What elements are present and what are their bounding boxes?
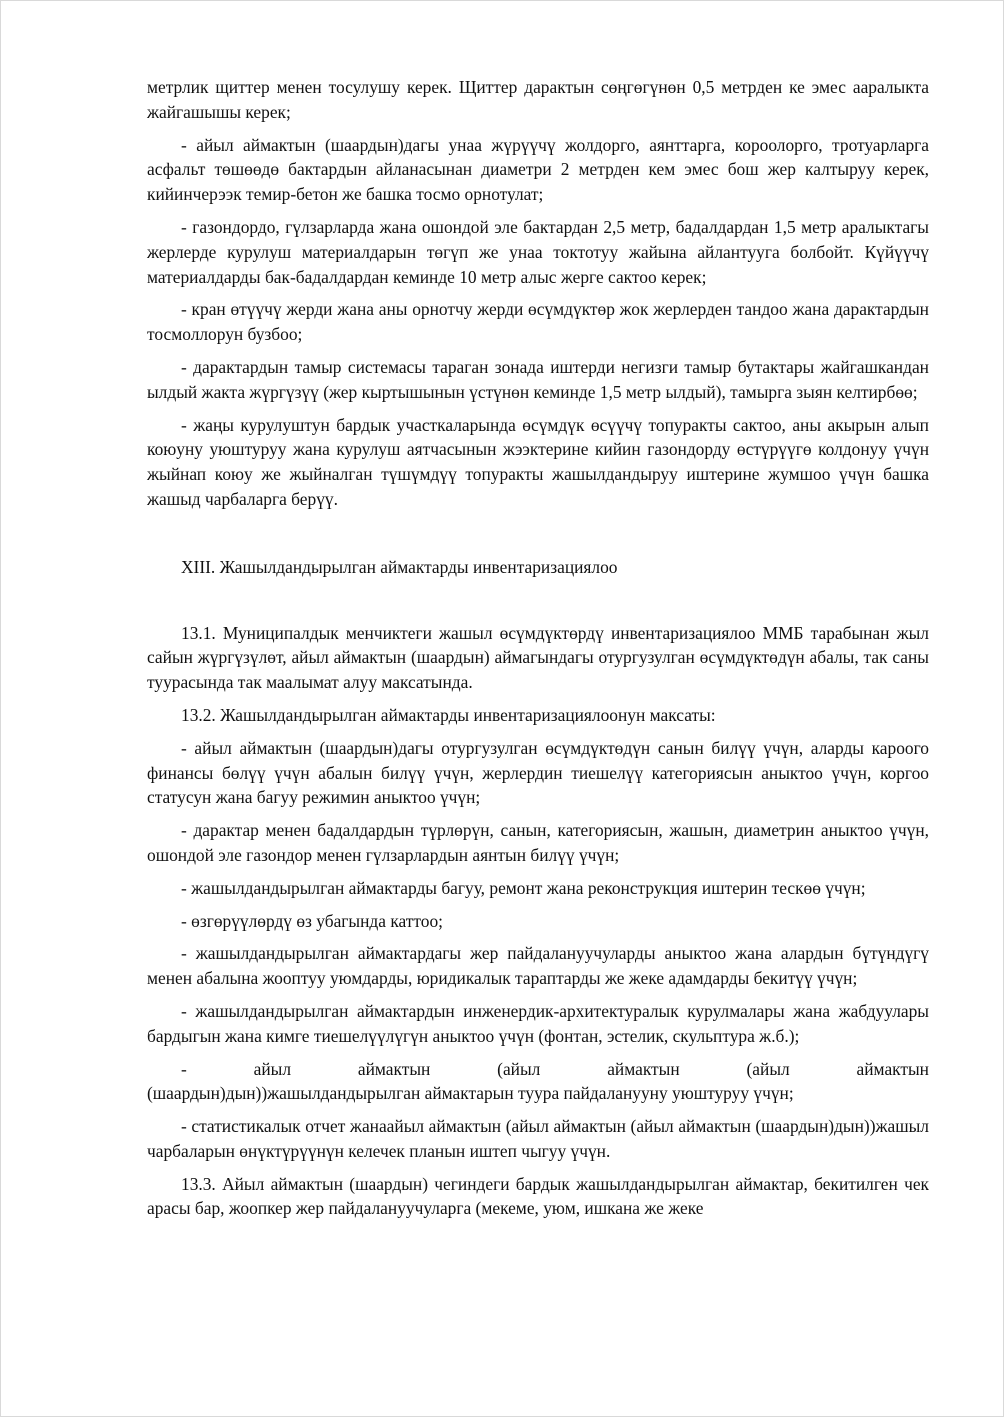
word: айыл [253, 1058, 292, 1079]
list-item-plant-count: - айыл аймактын (шаардын)дагы отургузулган өсүмдүктөдүн санын билүү үчүн, аларды кароого финансы бөлүү үчүн абалын билүү үчүн, жерлердин тиешелүү категориясын аныктоо үчүн, коргоо статусун жана багуу режимин аныктоо үчүн; [147, 737, 929, 808]
proper-use-second-line: (шаардын)дын))жашылдандырылган аймактарын туура пайдаланууну уюштуруу үчүн; [147, 1083, 794, 1104]
paragraph-lawn-restrictions: - газондордо, гүлзарларда жана ошондой эле бактардан 2,5 метр, бадалдардан 1,5 метр аралыктагы жерлерде курулуш материалдарын төгүп же унаа токтотуу жайына айлантууга болбойт. Күйүүчү материалдарды бак-бадалдардан кеминде 10 метр алыс жерге сактоо керек; [147, 216, 929, 287]
paragraph-crane-placement: - кран өтүүчү жерди жана аны орнотчу жерди өсүмдүктөр жок жерлерден тандоо жана дарактардын тосмоллорун бузбоо; [147, 299, 929, 345]
list-item-record-changes: - өзгөрүүлөрдү өз убагында каттоо; [181, 910, 443, 931]
paragraph-13-2: 13.2. Жашылдандырылган аймактарды инвентаризациялоонун максаты: [181, 704, 716, 725]
list-item-structures: - жашылдандырылган аймактардын инженердик-архитектуралык курулмалары жана жабдуулары бардыгын жана кимге тиешелүүлүгүн аныктоо үчүн (фонтан, эстелик, скульптура ж.б.); [147, 1000, 929, 1046]
list-item-proper-use [147, 1057, 929, 1107]
list-item-land-users: - жашылдандырылган аймактардагы жер пайдалануучуларды аныктоо жана алардын бүтүндүгү менен абалына жооптуу уюмдарды, юридикалык тараптарды же жеке адамдарды бекитүү үчүн; [147, 943, 929, 989]
list-item-tree-species: - дарактар менен бадалдардын түрлөрүн, санын, категориясын, жашын, диаметрин аныктоо үчүн, ошондой эле газондор менен гүлзарлардын аянтын билүү үчүн; [147, 820, 929, 865]
word: аймактын [607, 1058, 680, 1079]
paragraph-13-3: 13.3. Айыл аймактын (шаардын) чегиндеги бардык жашылдандырылган аймактар, бекитилген чек арасы бар, жоопкер жер пайдалануучуларга (мекеме, уюм, ишкана же жеке [147, 1173, 929, 1219]
paragraph-root-zone-work: - дарактардын тамыр системасы тараган зонада иштерди негизги тамыр бутактары жайгашкандан ылдый жакта жүргүзүү (жер кыртышынын үстүнөн кеминде 1,5 метр ылдый), тамырга зыян келтирбөө; [147, 356, 929, 402]
paragraph-topsoil-preservation: - жаңы курулуштун бардык участкаларында өсүмдүк өсүүчү топуракты сактоо, аны акырын алып коюуну уюштуруу жана курулуш аятчасынын жээктерине кийин газондорду өстүрүүгө колдонуу үчүн жыйнап коюу же жыйналган түшүмдүү топуракты жашылдандыруу иштерине жумшоо үчүн башка жашыд чарбаларга берүү. [147, 414, 929, 509]
proper-use-first-line [147, 1057, 929, 1082]
paragraph-shield-distance: метрлик щиттер менен тосулушу керек. Щиттер дарактын сөңгөгүнөн 0,5 метрден ке эмес ааралыкта жайгашышы керек; [147, 77, 929, 122]
document-body [147, 75, 929, 1221]
list-item-statistical-report: - статистикалык отчет жанаайыл аймактын (айыл аймактын (айыл аймактын (шаардын)дын))жашыл чарбаларын өнүктүрүүнүн келечек планын иштеп чыгуу үчүн. [147, 1116, 929, 1161]
word: (айыл [497, 1058, 541, 1079]
paragraph-13-1: 13.1. Муниципалдык менчиктеги жашыл өсүмдүктөрдү инвентаризациялоо ММБ тарабынан жыл сайын жүргүзүлөт, айыл аймактын (шаардын) аймагындагы отургузулган өсүмдүктөдүн абалы, так саны туурасында так маалымат алуу максатында. [147, 622, 929, 693]
word: - [181, 1058, 187, 1079]
word: (айыл [746, 1058, 790, 1079]
paragraph-asphalt-clearance: - айыл аймактын (шаардын)дагы унаа жүрүүчү жолдорго, аянттарга, короолорго, тротуарларга асфальт төшөөдө бактардын айланасынан диаметри 2 метрден кем эмес бош жер калтыруу керек, кийинчерээк темир-бетон же башка тосмо орнотулат; [147, 134, 929, 205]
word: аймактын [856, 1058, 929, 1079]
list-item-maintenance-control: - жашылдандырылган аймактарды багуу, ремонт жана реконструкция иштерин тескөө үчүн; [181, 877, 866, 898]
word: аймактын [357, 1058, 431, 1079]
section-heading-xiii: XIII. Жашылдандырылган аймактарды инвентаризациялоо [181, 556, 618, 577]
